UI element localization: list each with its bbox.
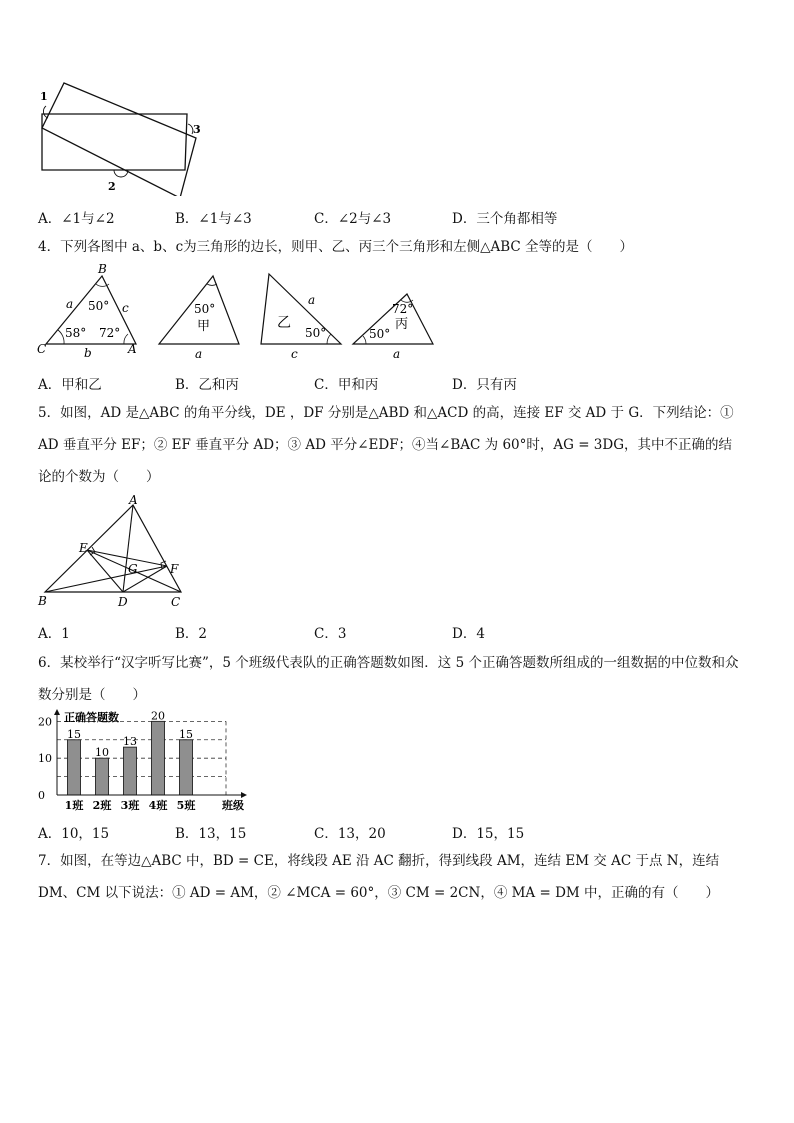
q4-triangle-jia (155, 270, 245, 362)
q6-bar-chart (36, 708, 276, 818)
label-B: B (98, 262, 107, 276)
q3-option-b[interactable]: B．∠1与∠3 (175, 211, 252, 227)
q4-triangle-bing (349, 270, 439, 362)
jia-angle: 50° (194, 302, 216, 316)
q4-triangle-yi (255, 270, 345, 362)
label-1: 1 (40, 90, 48, 103)
q4-option-c[interactable]: C．甲和丙 (314, 377, 379, 393)
q7-stem-line2: DM、CM 以下说法：① AD = AM，② ∠MCA = 60°，③ CM = 2CN，④ MA = DM 中，正确的有（ ） (38, 885, 720, 901)
bing-side: a (393, 347, 401, 361)
bar-4 (152, 721, 165, 795)
q5-stem-line3: 论的个数为（ ） (38, 469, 160, 485)
bing-name: 丙 (395, 317, 409, 332)
label-G: G (128, 562, 138, 576)
angle-A: 72° (99, 326, 121, 340)
label-C: C (171, 595, 181, 609)
y-tick-label: 20 (38, 715, 52, 729)
q6-option-b[interactable]: B．13，15 (175, 826, 247, 842)
q6-option-c[interactable]: C．13，20 (314, 826, 386, 842)
data-label: 20 (151, 709, 165, 723)
q6-stem-line2: 数分别是（ ） (38, 687, 146, 703)
q4-option-b[interactable]: B．乙和丙 (175, 377, 239, 393)
x-tick-label: 4班 (148, 799, 168, 812)
q6-option-d[interactable]: D．15，15 (452, 826, 525, 842)
data-label: 10 (95, 746, 109, 760)
side-a: a (66, 297, 74, 311)
q6-option-a[interactable]: A．10，15 (38, 826, 110, 842)
bing-angle72: 72° (392, 302, 414, 316)
bar-3 (124, 747, 137, 795)
q4-option-d[interactable]: D．只有丙 (452, 377, 517, 393)
q3-figure (30, 78, 210, 196)
q5-stem-line1: 5．如图，AD 是△ABC 的角平分线，DE ，DF 分别是△ABD 和△ACD 的高，连接 EF 交 AD 于 G．下列结论：① (38, 405, 734, 421)
q4-triangle-abc (36, 262, 146, 362)
q3-option-c[interactable]: C．∠2与∠3 (314, 211, 392, 227)
y-axis-label: 正确答题数 (64, 711, 119, 724)
q5-option-a[interactable]: A．1 (38, 626, 70, 642)
bing-angle50: 50° (369, 327, 391, 341)
q5-stem-line2: AD 垂直平分 EF；② EF 垂直平分 AD；③ AD 平分∠EDF；④当∠BAC 为 60°时，AG = 3DG，其中不正确的结 (38, 437, 733, 453)
yi-side-a: a (308, 293, 316, 307)
jia-side: a (195, 347, 203, 361)
yi-angle: 50° (305, 326, 327, 340)
label-3: 3 (193, 123, 201, 136)
label-2: 2 (108, 180, 116, 193)
x-tick-label: 1班 (64, 799, 84, 812)
q5-option-b[interactable]: B．2 (175, 626, 208, 642)
data-label: 15 (67, 727, 81, 741)
yi-side-c: c (291, 347, 298, 361)
q7-stem-line1: 7．如图，在等边△ABC 中，BD = CE，将线段 AE 沿 AC 翻折，得到线段 AM，连结 EM 交 AC 于点 N，连结 (38, 853, 720, 869)
y-tick-label: 0 (38, 789, 45, 802)
side-c: c (122, 301, 129, 315)
x-tick-label: 3班 (120, 799, 140, 812)
jia-name: 甲 (197, 319, 211, 334)
label-F: F (170, 562, 179, 576)
side-b: b (84, 346, 92, 360)
q5-figure (30, 494, 190, 612)
y-tick-label: 10 (38, 752, 52, 766)
label-A: A (128, 342, 137, 356)
horizontal-rectangle (42, 114, 187, 170)
tilted-rectangle (42, 83, 196, 196)
label-B: B (38, 594, 47, 608)
label-C: C (37, 342, 47, 356)
q4-option-a[interactable]: A．甲和乙 (38, 377, 102, 393)
q6-stem-line1: 6．某校举行“汉字听写比赛”，5 个班级代表队的正确答题数如图．这 5 个正确答题数所组成的一组数据的中位数和众 (38, 655, 739, 671)
x-axis-arrow (241, 792, 247, 798)
q3-option-d[interactable]: D．三个角都相等 (452, 211, 558, 227)
bar-1 (68, 740, 81, 795)
angle-B: 50° (88, 299, 110, 313)
x-tick-label: 2班 (92, 799, 112, 812)
data-label: 13 (123, 735, 137, 749)
angle-C: 58° (65, 326, 87, 340)
label-E: E (79, 541, 88, 555)
q5-option-d[interactable]: D．4 (452, 626, 485, 642)
bar-5 (180, 740, 193, 795)
yi-name: 乙 (277, 315, 291, 331)
data-label: 15 (179, 727, 193, 741)
x-axis-label: 班级 (222, 799, 244, 812)
bar-2 (96, 758, 109, 795)
q4-stem: 4．下列各图中 a、b、c为三角形的边长，则甲、乙、丙三个三角形和左侧△ABC 全等的是（ ） (38, 239, 634, 255)
x-tick-label: 5班 (176, 799, 196, 812)
label-A: A (129, 494, 138, 507)
q3-option-a[interactable]: A．∠1与∠2 (38, 211, 115, 227)
y-axis-arrow (54, 709, 60, 715)
q5-option-c[interactable]: C．3 (314, 626, 347, 642)
label-D: D (118, 595, 128, 609)
